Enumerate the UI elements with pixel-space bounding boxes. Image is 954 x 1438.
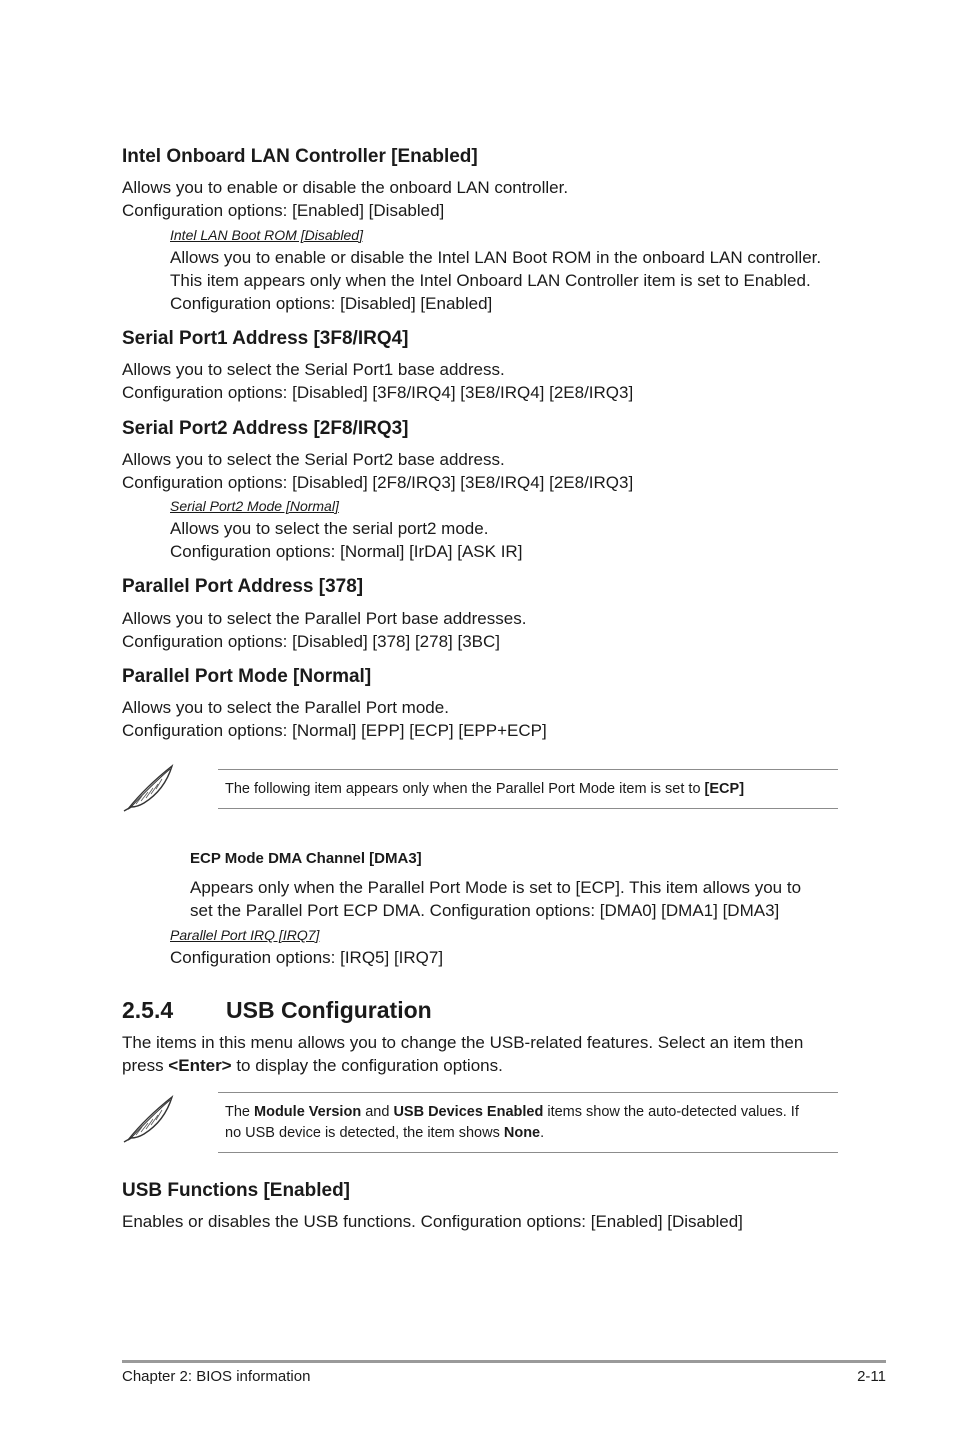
heading-serial-port2: Serial Port2 Address [2F8/IRQ3] <box>122 418 409 439</box>
text-line: Allows you to select the Parallel Port base addresses. <box>122 609 527 628</box>
text-segment: and <box>361 1104 394 1120</box>
section-title: USB Configuration <box>226 997 432 1023</box>
text-line: Allows you to select the Serial Port1 base address. <box>122 360 505 379</box>
text-bold: USB Devices Enabled <box>393 1104 544 1120</box>
text-bold: <Enter> <box>168 1056 232 1075</box>
subheading-lan-boot-rom: Intel LAN Boot ROM [Disabled] <box>170 227 363 243</box>
heading-parallel-port-address: Parallel Port Address [378] <box>122 576 364 597</box>
text-line: Allows you to select the Serial Port2 base address. <box>122 450 505 469</box>
note-rule-top <box>218 1092 838 1093</box>
footer-chapter: Chapter 2: BIOS information <box>122 1368 311 1385</box>
section-number: 2.5.4 <box>122 997 174 1023</box>
text-line: Configuration options: [Disabled] [378] [278] [3BC] <box>122 632 501 651</box>
text-line: This item appears only when the Intel Onboard LAN Controller item is set to Enabled. <box>170 271 811 290</box>
heading-serial-port1: Serial Port1 Address [3F8/IRQ4] <box>122 328 409 349</box>
note-bold: [ECP] <box>704 781 745 797</box>
footer-page-number: 2-11 <box>857 1368 886 1385</box>
text-line: Allows you to enable or disable the onboard LAN controller. <box>122 178 569 197</box>
note-text: The following item appears only when the Parallel Port Mode item is set to <box>225 781 705 797</box>
note-rule-bottom <box>218 808 838 809</box>
subheading-parallel-irq: Parallel Port IRQ [IRQ7] <box>170 927 320 943</box>
text-bold: Module Version <box>254 1104 362 1120</box>
feather-quill-icon <box>122 1094 176 1144</box>
text-segment: The <box>225 1104 255 1120</box>
heading-ecp-dma: ECP Mode DMA Channel [DMA3] <box>190 850 422 867</box>
text-line: Configuration options: [Disabled] [2F8/IRQ3] [3E8/IRQ4] [2E8/IRQ3] <box>122 473 634 492</box>
text-segment: . <box>540 1125 545 1141</box>
text-line: Configuration options: [IRQ5] [IRQ7] <box>170 948 444 967</box>
note-usb-line2 <box>225 1123 544 1144</box>
footer-rule <box>122 1360 886 1363</box>
heading-intel-lan: Intel Onboard LAN Controller [Enabled] <box>122 146 478 167</box>
subheading-serial-port2-mode: Serial Port2 Mode [Normal] <box>170 498 339 514</box>
note-ecp <box>225 779 744 800</box>
text-line: The items in this menu allows you to change the USB-related features. Select an item then <box>122 1033 804 1052</box>
note-usb-line1 <box>225 1102 799 1123</box>
text-line: Configuration options: [Normal] [IrDA] [ASK IR] <box>170 542 523 561</box>
note-rule-bottom <box>218 1152 838 1153</box>
text-segment: press <box>122 1056 169 1075</box>
text-line: Appears only when the Parallel Port Mode is set to [ECP]. This item allows you to <box>190 878 802 897</box>
text-line: Configuration options: [Disabled] [3F8/IRQ4] [3E8/IRQ4] [2E8/IRQ3] <box>122 383 634 402</box>
text-segment: no USB device is detected, the item shows <box>225 1125 504 1141</box>
text-line: Allows you to select the Parallel Port mode. <box>122 698 449 717</box>
text-line-enter <box>122 1054 503 1077</box>
text-line: set the Parallel Port ECP DMA. Configuration options: [DMA0] [DMA1] [DMA3] <box>190 901 780 920</box>
note-rule-top <box>218 769 838 770</box>
heading-parallel-port-mode: Parallel Port Mode [Normal] <box>122 666 372 687</box>
text-line: Configuration options: [Normal] [EPP] [ECP] [EPP+ECP] <box>122 721 547 740</box>
text-segment: to display the configuration options. <box>231 1056 503 1075</box>
text-segment: items show the auto-detected values. If <box>543 1104 799 1120</box>
text-line: Allows you to enable or disable the Intel LAN Boot ROM in the onboard LAN controller. <box>170 248 822 267</box>
heading-usb-functions: USB Functions [Enabled] <box>122 1180 350 1201</box>
text-line: Enables or disables the USB functions. Configuration options: [Enabled] [Disabled] <box>122 1212 743 1231</box>
text-line: Configuration options: [Disabled] [Enabled] <box>170 294 493 313</box>
feather-quill-icon <box>122 763 176 813</box>
text-line: Allows you to select the serial port2 mode. <box>170 519 489 538</box>
text-line: Configuration options: [Enabled] [Disabled] <box>122 201 445 220</box>
text-bold: None <box>503 1125 541 1141</box>
